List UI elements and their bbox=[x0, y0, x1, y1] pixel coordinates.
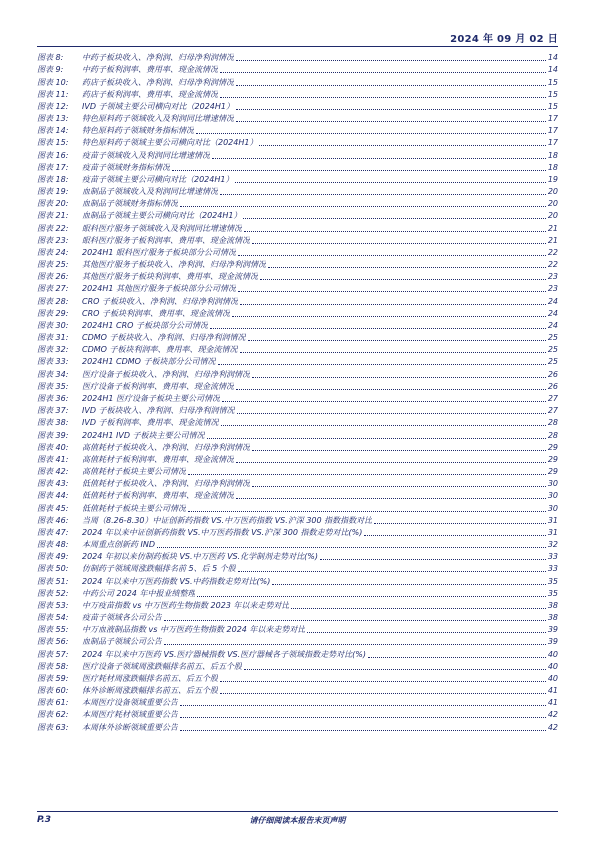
toc-entry-label: 图表 9: bbox=[37, 65, 64, 75]
toc-dot-leader bbox=[252, 377, 546, 378]
toc-entry[interactable] bbox=[37, 684, 558, 696]
toc-entry-page: 30 bbox=[547, 479, 558, 489]
toc-entry-label: 图表 24: bbox=[37, 247, 69, 257]
toc-entry[interactable] bbox=[37, 331, 558, 343]
toc-entry[interactable] bbox=[37, 270, 558, 282]
toc-dot-leader bbox=[218, 364, 546, 365]
toc-entry-title: 低值耗材子板块主要公司情况 bbox=[82, 503, 186, 513]
toc-entry[interactable] bbox=[37, 343, 558, 355]
toc-entry-page: 17 bbox=[547, 138, 558, 148]
toc-entry[interactable] bbox=[37, 428, 558, 440]
toc-entry-page: 39 bbox=[547, 625, 558, 635]
toc-entry-page: 24 bbox=[547, 320, 558, 330]
toc-entry-label: 图表 54: bbox=[37, 613, 69, 623]
toc-entry-page: 38 bbox=[547, 613, 558, 623]
toc-entry-label: 图表 60: bbox=[37, 686, 69, 696]
toc-entry-page: 40 bbox=[547, 661, 558, 671]
toc-dot-leader bbox=[244, 669, 546, 670]
toc-entry-title: 2024 年以来中万医药 VS.医疗器械指数 VS.医疗器械各子领域指数走势对比(%) bbox=[82, 649, 367, 659]
toc-dot-leader bbox=[164, 620, 546, 621]
toc-entry-title: IVD 子板块收入、净利润、归母净利润情况 bbox=[82, 406, 235, 416]
toc-entry-label: 图表 28: bbox=[37, 296, 69, 306]
toc-dot-leader bbox=[244, 231, 546, 232]
header-divider bbox=[37, 46, 558, 47]
toc-entry-page: 29 bbox=[547, 442, 558, 452]
toc-entry-label: 图表 32: bbox=[37, 345, 69, 355]
toc-entry-page: 30 bbox=[547, 491, 558, 501]
toc-entry-label: 图表 34: bbox=[37, 369, 69, 379]
toc-entry-label: 图表 27: bbox=[37, 284, 69, 294]
toc-entry[interactable] bbox=[37, 404, 558, 416]
toc-dot-leader bbox=[221, 425, 546, 426]
toc-entry[interactable] bbox=[37, 623, 558, 635]
toc-entry[interactable] bbox=[37, 88, 558, 100]
toc-dot-leader bbox=[220, 194, 546, 195]
toc-entry[interactable] bbox=[37, 258, 558, 270]
report-date: 2024 年 09 月 02 日 bbox=[450, 34, 558, 45]
toc-dot-leader bbox=[207, 438, 546, 439]
toc-entry-title: 其他医疗服务子板块利润率、费用率、现金流情况 bbox=[82, 272, 258, 282]
toc-entry-label: 图表 35: bbox=[37, 381, 69, 391]
toc-entry-label: 图表 48: bbox=[37, 540, 69, 550]
toc-entry-title: 医疗耗材周涨跌幅排名前五、后五个股 bbox=[82, 673, 218, 683]
toc-entry-page: 30 bbox=[547, 503, 558, 513]
toc-entry-page: 18 bbox=[547, 162, 558, 172]
toc-entry[interactable] bbox=[37, 416, 558, 428]
toc-dot-leader bbox=[240, 352, 546, 353]
toc-entry-label: 图表 21: bbox=[37, 211, 69, 221]
toc-entry-title: 本周体外诊断领域重要公告 bbox=[82, 722, 178, 732]
toc-entry-label: 图表 36: bbox=[37, 393, 69, 403]
toc-entry-page: 20 bbox=[547, 187, 558, 197]
toc-entry-label: 图表 61: bbox=[37, 698, 69, 708]
toc-entry-title: 血制品子领域主要公司横向对比（2024H1） bbox=[82, 211, 242, 221]
toc-entry[interactable] bbox=[37, 234, 558, 246]
toc-entry-page: 26 bbox=[547, 381, 558, 391]
toc-dot-leader bbox=[320, 559, 546, 560]
toc-entry-title: 2024 年以来中证创新药指数 VS.中万医药指数 VS.沪深 300 指数走势对比(%) bbox=[82, 527, 363, 537]
toc-entry-label: 图表 44: bbox=[37, 491, 69, 501]
toc-entry[interactable] bbox=[37, 611, 558, 623]
toc-entry-title: 药店子板块收入、净利润、归母净利润情况 bbox=[82, 77, 234, 87]
toc-entry-page: 28 bbox=[547, 430, 558, 440]
toc-dot-leader bbox=[197, 596, 545, 597]
toc-entry[interactable] bbox=[37, 136, 558, 148]
toc-entry-page: 42 bbox=[547, 710, 558, 720]
toc-entry[interactable] bbox=[37, 501, 558, 513]
toc-entry[interactable] bbox=[37, 465, 558, 477]
toc-dot-leader bbox=[291, 608, 545, 609]
toc-entry[interactable] bbox=[37, 112, 558, 124]
toc-entry-page: 24 bbox=[547, 308, 558, 318]
toc-entry[interactable] bbox=[37, 441, 558, 453]
toc-entry-title: 中万血液制品指数 vs 中万医药生物指数 2024 年以来走势对比 bbox=[82, 625, 306, 635]
toc-entry-title: 低值耗材子板利润率、费用率、现金流情况 bbox=[82, 491, 234, 501]
toc-entry-title: 2024 年以来中万医药指数 VS.中药指数走势对比(%) bbox=[82, 576, 271, 586]
toc-dot-leader bbox=[238, 571, 546, 572]
toc-entry-label: 图表 57: bbox=[37, 649, 69, 659]
toc-entry-label: 图表 13: bbox=[37, 114, 69, 124]
toc-dot-leader bbox=[237, 413, 546, 414]
toc-entry-label: 图表 41: bbox=[37, 454, 69, 464]
toc-entry-title: CRO 子板块收入、净利润、归母净利润情况 bbox=[82, 296, 238, 306]
toc-entry-label: 图表 10: bbox=[37, 77, 69, 87]
toc-entry-label: 图表 37: bbox=[37, 406, 69, 416]
toc-entry-title: CDMO 子板块收入、净利润、归母净利润情况 bbox=[82, 333, 246, 343]
toc-entry-page: 15 bbox=[547, 77, 558, 87]
toc-entry-title: 特色原料药子领域财务指标情况 bbox=[82, 126, 194, 136]
toc-entry-title: CDMO 子板块利润率、费用率、现金流情况 bbox=[82, 345, 238, 355]
toc-entry[interactable] bbox=[37, 319, 558, 331]
toc-entry[interactable] bbox=[37, 477, 558, 489]
toc-entry-label: 图表 42: bbox=[37, 467, 69, 477]
toc-entry-page: 29 bbox=[547, 454, 558, 464]
toc-dot-leader bbox=[180, 206, 546, 207]
toc-entry-page: 22 bbox=[547, 260, 558, 270]
figure-index-list bbox=[37, 51, 558, 733]
toc-entry-page: 25 bbox=[547, 357, 558, 367]
toc-entry[interactable] bbox=[37, 587, 558, 599]
toc-dot-leader bbox=[364, 535, 545, 536]
toc-entry[interactable] bbox=[37, 185, 558, 197]
toc-dot-leader bbox=[222, 401, 546, 402]
toc-entry-page: 14 bbox=[547, 65, 558, 75]
toc-dot-leader bbox=[236, 462, 546, 463]
toc-entry-label: 图表 15: bbox=[37, 138, 69, 148]
toc-entry-title: 本周医疗设备领域重要公告 bbox=[82, 698, 178, 708]
toc-entry[interactable] bbox=[37, 489, 558, 501]
toc-entry[interactable] bbox=[37, 173, 558, 185]
toc-entry-label: 图表 31: bbox=[37, 333, 69, 343]
toc-entry-label: 图表 33: bbox=[37, 357, 69, 367]
toc-entry-page: 40 bbox=[547, 673, 558, 683]
toc-entry[interactable] bbox=[37, 51, 558, 63]
toc-entry[interactable] bbox=[37, 660, 558, 672]
toc-dot-leader bbox=[236, 121, 546, 122]
toc-entry-label: 图表 38: bbox=[37, 418, 69, 428]
toc-dot-leader bbox=[236, 498, 546, 499]
toc-entry-title: 2024H1 CRO 子板块部分公司情况 bbox=[82, 320, 208, 330]
toc-entry-label: 图表 26: bbox=[37, 272, 69, 282]
toc-entry-label: 图表 46: bbox=[37, 515, 69, 525]
toc-entry-label: 图表 50: bbox=[37, 564, 69, 574]
toc-entry-label: 图表 12: bbox=[37, 101, 69, 111]
toc-entry-title: 疫苗子领域主要公司横向对比（2024H1） bbox=[82, 174, 234, 184]
toc-entry-page: 14 bbox=[547, 53, 558, 63]
toc-dot-leader bbox=[235, 182, 545, 183]
toc-entry-page: 41 bbox=[547, 686, 558, 696]
toc-entry[interactable] bbox=[37, 367, 558, 379]
toc-dot-leader bbox=[180, 730, 546, 731]
toc-entry-page: 18 bbox=[547, 150, 558, 160]
toc-entry-label: 图表 30: bbox=[37, 320, 69, 330]
toc-entry-title: 2024H1 CDMO 子板块部分公司情况 bbox=[82, 357, 216, 367]
toc-entry-title: 中药子板块收入、净利润、归母净利润情况 bbox=[82, 53, 234, 63]
toc-entry-title: IVD 子领域主要公司横向对比（2024H1） bbox=[82, 101, 234, 111]
toc-entry-label: 图表 47: bbox=[37, 527, 69, 537]
toc-entry-page: 33 bbox=[547, 552, 558, 562]
toc-entry-title: 药店子板利润率、费用率、现金流情况 bbox=[82, 89, 218, 99]
toc-entry[interactable] bbox=[37, 63, 558, 75]
toc-entry-page: 20 bbox=[547, 199, 558, 209]
toc-entry-label: 图表 45: bbox=[37, 503, 69, 513]
toc-entry-label: 图表 39: bbox=[37, 430, 69, 440]
toc-entry-title: 低值耗材子板块收入、净利润、归母净利润情况 bbox=[82, 479, 250, 489]
toc-entry[interactable] bbox=[37, 221, 558, 233]
toc-dot-leader bbox=[252, 243, 546, 244]
toc-entry-label: 图表 52: bbox=[37, 588, 69, 598]
toc-dot-leader bbox=[220, 681, 546, 682]
footer-divider bbox=[37, 811, 558, 812]
toc-dot-leader bbox=[236, 389, 546, 390]
toc-entry-page: 17 bbox=[547, 126, 558, 136]
toc-entry-title: 医疗设备子板利润率、费用率、现金流情况 bbox=[82, 381, 234, 391]
toc-dot-leader bbox=[260, 279, 546, 280]
toc-entry-page: 22 bbox=[547, 247, 558, 257]
toc-entry-title: 眼科医疗服务子领域收入及利润同比增速情况 bbox=[82, 223, 242, 233]
toc-entry[interactable] bbox=[37, 294, 558, 306]
toc-entry-title: 2024H1 医疗设备子板块主要公司情况 bbox=[82, 393, 221, 403]
toc-entry-title: 2024H1 IVD 子板块主要公司情况 bbox=[82, 430, 205, 440]
toc-entry-page: 25 bbox=[547, 345, 558, 355]
toc-entry-page: 17 bbox=[547, 114, 558, 124]
toc-entry[interactable] bbox=[37, 708, 558, 720]
toc-entry-label: 图表 49: bbox=[37, 552, 69, 562]
toc-dot-leader bbox=[268, 267, 546, 268]
toc-entry-title: 中药公司 2024 年中报业绩整理 bbox=[82, 588, 196, 598]
toc-entry-page: 31 bbox=[547, 527, 558, 537]
toc-dot-leader bbox=[220, 97, 546, 98]
toc-entry[interactable] bbox=[37, 514, 558, 526]
toc-entry-page: 25 bbox=[547, 333, 558, 343]
toc-entry-title: 医疗设备子领域周涨跌幅排名前五、后五个股 bbox=[82, 661, 242, 671]
toc-entry-title: 体外诊断周涨跌幅排名前五、后五个股 bbox=[82, 686, 218, 696]
toc-entry-label: 图表 17: bbox=[37, 162, 69, 172]
toc-dot-leader bbox=[180, 705, 546, 706]
toc-entry-label: 图表 29: bbox=[37, 308, 69, 318]
toc-entry-title: 医疗设备子板块收入、净利润、归母净利润情况 bbox=[82, 369, 250, 379]
toc-dot-leader bbox=[374, 523, 546, 524]
toc-entry-page: 42 bbox=[547, 722, 558, 732]
toc-entry-page: 23 bbox=[547, 272, 558, 282]
toc-entry-title: 眼科医疗服务子板利润率、费用率、现金流情况 bbox=[82, 235, 250, 245]
toc-entry-page: 24 bbox=[547, 296, 558, 306]
toc-entry-title: 2024H1 其他医疗服务子板块部分公司情况 bbox=[82, 284, 237, 294]
footer-disclaimer: 请仔细阅读本报告末页声明 bbox=[249, 816, 346, 825]
toc-entry[interactable] bbox=[37, 282, 558, 294]
toc-entry[interactable] bbox=[37, 526, 558, 538]
toc-entry-page: 27 bbox=[547, 406, 558, 416]
toc-entry-label: 图表 14: bbox=[37, 126, 69, 136]
toc-entry-label: 图表 58: bbox=[37, 661, 69, 671]
toc-entry[interactable] bbox=[37, 562, 558, 574]
toc-dot-leader bbox=[196, 133, 546, 134]
toc-dot-leader bbox=[240, 304, 546, 305]
toc-entry[interactable] bbox=[37, 720, 558, 732]
toc-entry-label: 图表 19: bbox=[37, 187, 69, 197]
toc-entry[interactable] bbox=[37, 574, 558, 586]
toc-entry-title: 血制品子领域公司公告 bbox=[82, 637, 162, 647]
toc-entry-label: 图表 23: bbox=[37, 235, 69, 245]
toc-entry-label: 图表 43: bbox=[37, 479, 69, 489]
toc-dot-leader bbox=[188, 511, 546, 512]
toc-dot-leader bbox=[248, 340, 546, 341]
toc-entry-page: 35 bbox=[547, 588, 558, 598]
toc-entry-title: 2024H1 眼科医疗服务子板块部分公司情况 bbox=[82, 247, 237, 257]
toc-entry-page: 35 bbox=[547, 576, 558, 586]
toc-entry[interactable] bbox=[37, 380, 558, 392]
toc-entry-label: 图表 22: bbox=[37, 223, 69, 233]
toc-entry[interactable] bbox=[37, 635, 558, 647]
toc-entry-label: 图表 20: bbox=[37, 199, 69, 209]
toc-entry-label: 图表 56: bbox=[37, 637, 69, 647]
toc-entry-title: 仿制药子领域周涨跌幅排名前 5、后 5 个股 bbox=[82, 564, 236, 574]
toc-entry-title: 高值耗材子板利润率、费用率、现金流情况 bbox=[82, 454, 234, 464]
toc-entry-page: 21 bbox=[547, 223, 558, 233]
toc-entry-label: 图表 51: bbox=[37, 576, 69, 586]
toc-entry-label: 图表 55: bbox=[37, 625, 69, 635]
toc-dot-leader bbox=[307, 632, 545, 633]
toc-dot-leader bbox=[236, 85, 546, 86]
toc-entry[interactable] bbox=[37, 307, 558, 319]
toc-entry-page: 39 bbox=[547, 637, 558, 647]
toc-entry-page: 40 bbox=[547, 649, 558, 659]
toc-dot-leader bbox=[212, 158, 546, 159]
toc-entry-title: 本周重点创新药 IND bbox=[82, 540, 156, 550]
toc-entry[interactable] bbox=[37, 100, 558, 112]
toc-entry-title: 特色原料药子领域主要公司横向对比（2024H1） bbox=[82, 138, 258, 148]
toc-entry[interactable] bbox=[37, 550, 558, 562]
toc-entry-label: 图表 8: bbox=[37, 53, 64, 63]
toc-entry-page: 29 bbox=[547, 467, 558, 477]
toc-dot-leader bbox=[272, 584, 545, 585]
toc-entry-label: 图表 62: bbox=[37, 710, 69, 720]
toc-entry-label: 图表 59: bbox=[37, 673, 69, 683]
toc-entry-label: 图表 11: bbox=[37, 89, 69, 99]
toc-entry-title: 疫苗子领域各公司公告 bbox=[82, 613, 162, 623]
toc-entry[interactable] bbox=[37, 124, 558, 136]
toc-dot-leader bbox=[220, 72, 546, 73]
toc-dot-leader bbox=[243, 218, 545, 219]
toc-entry-page: 28 bbox=[547, 418, 558, 428]
toc-entry-title: 高值耗材子板块收入、净利润、归母净利润情况 bbox=[82, 442, 250, 452]
toc-entry-title: 疫苗子领域收入及利润同比增速情况 bbox=[82, 150, 210, 160]
toc-entry-label: 图表 18: bbox=[37, 174, 69, 184]
toc-dot-leader bbox=[157, 547, 546, 548]
toc-entry[interactable] bbox=[37, 197, 558, 209]
toc-entry-page: 32 bbox=[547, 540, 558, 550]
toc-entry[interactable] bbox=[37, 75, 558, 87]
toc-dot-leader bbox=[252, 486, 546, 487]
toc-entry-title: 血制品子领域财务指标情况 bbox=[82, 199, 178, 209]
toc-entry-title: 高值耗材子板块主要公司情况 bbox=[82, 467, 186, 477]
toc-dot-leader bbox=[238, 291, 546, 292]
toc-entry-title: 中药子板利润率、费用率、现金流情况 bbox=[82, 65, 218, 75]
toc-entry[interactable] bbox=[37, 392, 558, 404]
toc-entry-label: 图表 53: bbox=[37, 600, 69, 610]
toc-dot-leader bbox=[238, 255, 546, 256]
toc-entry-page: 31 bbox=[547, 515, 558, 525]
toc-entry[interactable] bbox=[37, 246, 558, 258]
toc-entry-label: 图表 25: bbox=[37, 260, 69, 270]
toc-entry-page: 26 bbox=[547, 369, 558, 379]
toc-dot-leader bbox=[236, 109, 546, 110]
toc-entry[interactable] bbox=[37, 355, 558, 367]
toc-entry-page: 27 bbox=[547, 393, 558, 403]
toc-entry-label: 图表 16: bbox=[37, 150, 69, 160]
toc-entry-title: 当周（8.26-8.30）中证创新药指数 VS.中万医药指数 VS.沪深 300 指数指数对比 bbox=[82, 515, 373, 525]
toc-entry-page: 23 bbox=[547, 284, 558, 294]
toc-dot-leader bbox=[188, 474, 546, 475]
page-number: P.3 bbox=[37, 815, 51, 825]
toc-dot-leader bbox=[232, 316, 546, 317]
toc-dot-leader bbox=[180, 717, 546, 718]
toc-entry-page: 33 bbox=[547, 564, 558, 574]
toc-entry-page: 38 bbox=[547, 600, 558, 610]
toc-entry-title: 血制品子领域收入及利润同比增速情况 bbox=[82, 187, 218, 197]
toc-entry-title: 特色原料药子领域收入及利润同比增速情况 bbox=[82, 114, 234, 124]
toc-dot-leader bbox=[259, 145, 545, 146]
toc-entry-title: 2024 年初以来仿制药板块 VS.中万医药 VS.化学制剂走势对比(%) bbox=[82, 552, 319, 562]
toc-entry-page: 15 bbox=[547, 89, 558, 99]
toc-entry[interactable] bbox=[37, 161, 558, 173]
toc-entry[interactable] bbox=[37, 538, 558, 550]
toc-entry-label: 图表 63: bbox=[37, 722, 69, 732]
toc-entry-title: IVD 子板利润率、费用率、现金流情况 bbox=[82, 418, 219, 428]
toc-entry-page: 21 bbox=[547, 235, 558, 245]
toc-entry-page: 15 bbox=[547, 101, 558, 111]
toc-dot-leader bbox=[172, 170, 546, 171]
toc-entry-label: 图表 40: bbox=[37, 442, 69, 452]
toc-dot-leader bbox=[236, 60, 546, 61]
toc-entry-title: CRO 子板块利润率、费用率、现金流情况 bbox=[82, 308, 230, 318]
toc-entry-title: 本周医疗耗材领域重要公告 bbox=[82, 710, 178, 720]
toc-entry-title: 中万疫苗指数 vs 中万医药生物指数 2023 年以来走势对比 bbox=[82, 600, 290, 610]
toc-entry-page: 20 bbox=[547, 211, 558, 221]
toc-entry-page: 19 bbox=[547, 174, 558, 184]
toc-entry[interactable] bbox=[37, 647, 558, 659]
toc-entry[interactable] bbox=[37, 696, 558, 708]
toc-entry-page: 41 bbox=[547, 698, 558, 708]
toc-entry-title: 疫苗子领域财务指标情况 bbox=[82, 162, 170, 172]
toc-entry[interactable] bbox=[37, 453, 558, 465]
toc-entry[interactable] bbox=[37, 599, 558, 611]
toc-dot-leader bbox=[252, 450, 546, 451]
toc-dot-leader bbox=[164, 644, 546, 645]
toc-entry-title: 其他医疗服务子板块收入、净利润、归母净利润情况 bbox=[82, 260, 266, 270]
toc-entry[interactable] bbox=[37, 672, 558, 684]
toc-entry[interactable] bbox=[37, 209, 558, 221]
toc-dot-leader bbox=[210, 328, 546, 329]
toc-entry[interactable] bbox=[37, 148, 558, 160]
toc-dot-leader bbox=[220, 693, 546, 694]
toc-dot-leader bbox=[368, 657, 546, 658]
